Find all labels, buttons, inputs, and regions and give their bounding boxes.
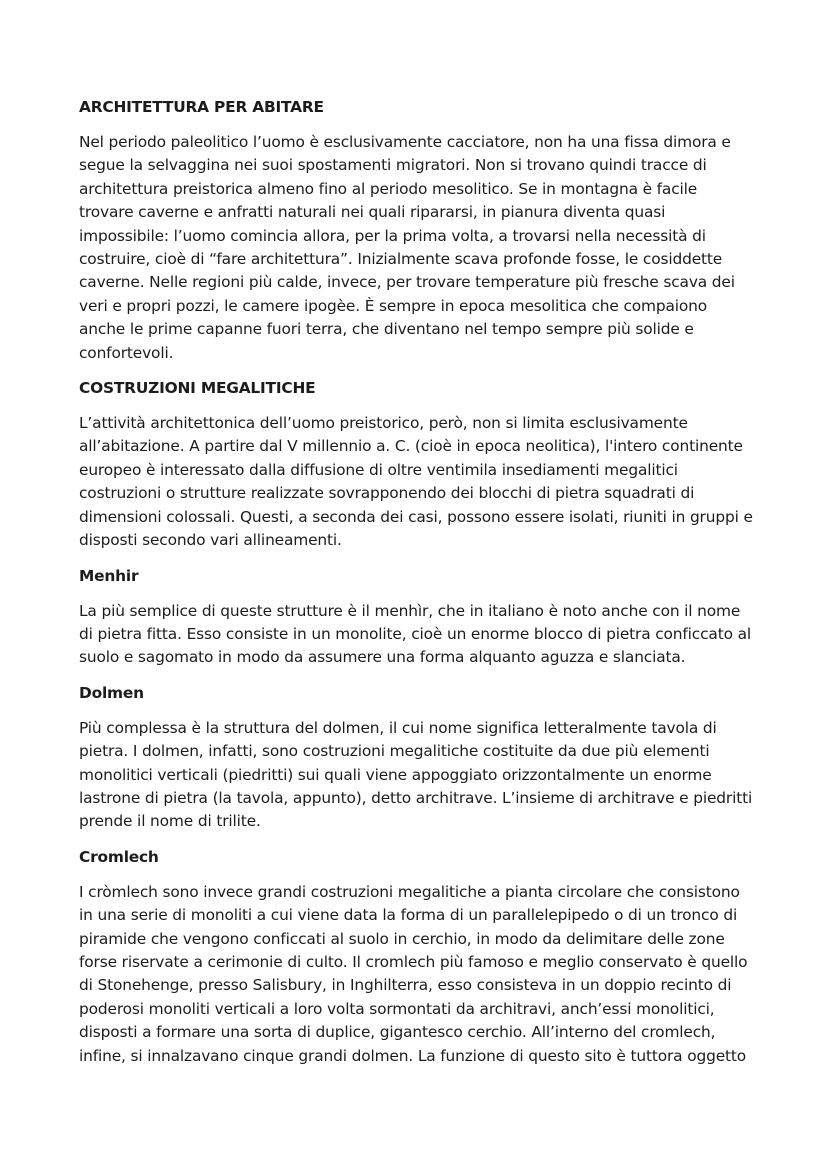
section-paragraph: I cròmlech sono invece grandi costruzioni megalitiche a pianta circolare che consistono in una serie di monoliti a cui viene data la forma di un parallelepipedo o di un tronco di piramide che vengono conficcati al suolo in cerchio, in modo da delimitare delle zone forse riservate a cerimonie di culto. Il cromlech più famoso e meglio conservato è quello di Stonehenge, presso Salisbury, in Inghilterra, esso consisteva in un doppio recinto di poderosi monoliti verticali a loro volta sormontati da architravi, anch’essi monolitici, disposti a formare una sorta di duplice, gigantesco cerchio. All’interno del cromlech, infine, si innalzavano cinque grandi dolmen. La funzione di questo sito è tuttora oggetto xyxy=(79,882,748,1065)
section-costruzioni-megalitiche xyxy=(79,377,755,552)
section-cromlech xyxy=(79,846,755,1068)
section-menhir xyxy=(79,565,755,670)
section-architettura-per-abitare xyxy=(79,96,755,365)
section-heading: ARCHITETTURA PER ABITARE xyxy=(79,98,324,116)
section-heading: Cromlech xyxy=(79,847,159,866)
section-heading: Dolmen xyxy=(79,683,144,702)
section-paragraph: Nel periodo paleolitico l’uomo è esclusivamente cacciatore, non ha una fissa dimora e segue la selvaggina nei suoi spostamenti migratori. Non si trovano quindi tracce di architettura preistorica almeno fino al periodo mesolitico. Se in montagna è facile trovare caverne e anfratti naturali nei quali ripararsi, in pianura diventa quasi impossibile: l’uomo comincia allora, per la prima volta, a trovarsi nella necessità di costruire, cioè di “fare architettura”. Inizialmente scava profonde fosse, le cosiddette caverne. Nelle regioni più calde, invece, per trovare temperature più fresche scava dei veri e propri pozzi, le camere ipogèe. È sempre in epoca mesolitica che compaiono anche le prime capanne fuori terra, che diventano nel tempo sempre più solide e confortevoli. xyxy=(79,133,735,362)
section-paragraph: L’attività architettonica dell’uomo preistorico, però, non si limita esclusivamente all’abitazione. A partire dal V millennio a. C. (cioè in epoca neolitica), l'intero continente europeo è interessato dalla diffusione di oltre ventimila insediamenti megalitici costruzioni o strutture realizzate sovrapponendo dei blocchi di pietra squadrati di dimensioni colossali. Questi, a seconda dei casi, possono essere isolati, riuniti in gruppi e disposti secondo vari allineamenti. xyxy=(79,414,753,550)
section-paragraph: Più complessa è la struttura del dolmen, il cui nome significa letteralmente tavola di pietra. I dolmen, infatti, sono costruzioni megalitiche costituite da due più elementi monolitici verticali (piedritti) sui quali viene appoggiato orizzontalmente un enorme lastrone di pietra (la tavola, appunto), detto architrave. L’insieme di architrave e piedritti prende il nome di trilite. xyxy=(79,718,753,831)
section-heading: Menhir xyxy=(79,566,139,585)
document-page xyxy=(79,96,755,1080)
section-paragraph: La più semplice di queste strutture è il menhìr, che in italiano è noto anche con il nome di pietra fitta. Esso consiste in un monolite, cioè un enorme blocco di pietra conficcato al suolo e sagomato in modo da assumere una forma alquanto aguzza e slanciata. xyxy=(79,601,752,667)
section-heading: COSTRUZIONI MEGALITICHE xyxy=(79,379,316,398)
section-dolmen xyxy=(79,682,755,834)
